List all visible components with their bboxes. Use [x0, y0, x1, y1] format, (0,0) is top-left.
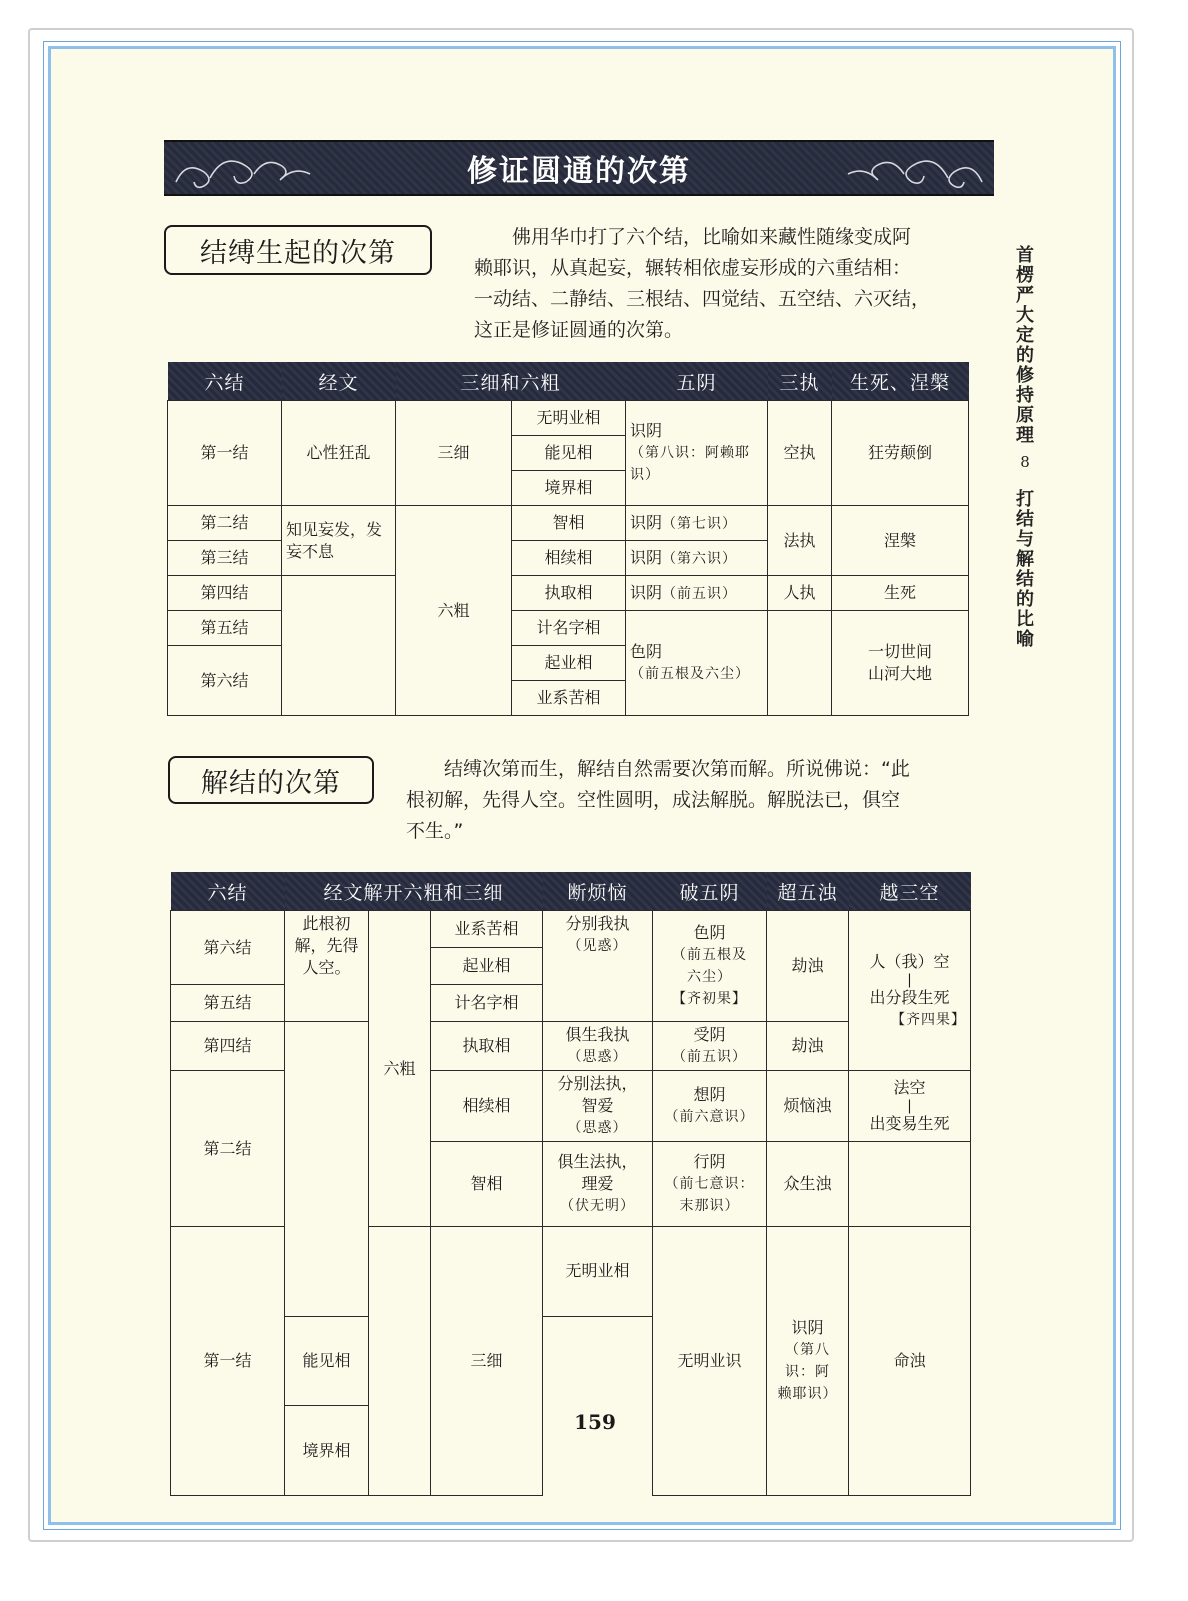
cloud-ornament-icon — [170, 148, 320, 192]
aspect-cell: 业系苦相 — [431, 911, 543, 948]
affliction-cell: 俱生我执 （思惑） — [543, 1022, 653, 1071]
skandha-cell: 识阴（第六识） — [626, 541, 768, 576]
section-heading-untying: 解结的次第 — [168, 756, 374, 804]
aspect-cell: 能见相 — [512, 436, 626, 471]
table-header-row — [171, 872, 971, 911]
knot-cell: 第六结 — [168, 646, 282, 716]
group-cell: 六粗 — [396, 506, 512, 716]
knot-cell: 第二结 — [168, 506, 282, 541]
table-header-row — [168, 362, 969, 401]
aspect-cell: 智相 — [512, 506, 626, 541]
col-header: 超五浊 — [767, 872, 849, 911]
col-header: 六结 — [171, 872, 285, 911]
aspect-cell: 起业相 — [431, 948, 543, 985]
group-cell: 三细 — [431, 1227, 543, 1496]
section-intro-untying: 结缚次第而生，解结自然需要次第而解。所说佛说：“此 根初解，先得人空。空性圆明，成法解脱。解脱法已，俱空 不生。” — [406, 758, 910, 842]
affliction-cell: 分别法执， 智爱 （思惑） — [543, 1071, 653, 1142]
table-row — [168, 506, 969, 541]
title-banner — [164, 140, 994, 196]
knot-cell: 第一结 — [168, 401, 282, 506]
sutra-cell: 知见妄发，发妄不息 — [282, 506, 396, 576]
group-cell: 三细 — [396, 401, 512, 506]
table-row — [171, 911, 971, 948]
aspect-cell: 无明业相 — [512, 401, 626, 436]
skandha-cell: 行阴 （前七意识： 末那识） — [653, 1142, 767, 1227]
knot-cell: 第二结 — [171, 1071, 285, 1227]
attachment-cell — [768, 611, 832, 716]
knot-cell: 第三结 — [168, 541, 282, 576]
skandha-cell: 想阴 （前六意识） — [653, 1071, 767, 1142]
aspect-cell: 境界相 — [512, 471, 626, 506]
aspect-cell: 执取相 — [431, 1022, 543, 1071]
aspect-cell: 相续相 — [431, 1071, 543, 1142]
knot-cell: 第一结 — [171, 1227, 285, 1496]
affliction-cell: 无明业识 — [653, 1227, 767, 1496]
col-header: 五阴 — [626, 362, 768, 401]
skandha-cell: 识阴 （第八识：阿 赖耶识） — [767, 1227, 849, 1496]
section-intro-knot-arising: 佛用华巾打了六个结，比喻如来藏性随缘变成阿 赖耶识，从真起妄，辗转相依虚妄形成的六重结相： 一动结、二静结、三根结、四觉结、五空结、六灭结， 这正是修证圆通的次第。 — [474, 226, 931, 341]
col-header: 越三空 — [849, 872, 971, 911]
col-header: 破五阴 — [653, 872, 767, 911]
aspect-cell: 能见相 — [285, 1316, 369, 1406]
table-row — [168, 576, 969, 611]
aspect-cell: 境界相 — [285, 1406, 369, 1496]
turbidity-cell: 众生浊 — [767, 1142, 849, 1227]
side-running-header: 首楞严大定的修持原理 8 打结与解结的比喻 — [1016, 245, 1034, 650]
affliction-cell: 俱生法执， 理爱 （伏无明） — [543, 1142, 653, 1227]
skandha-cell: 识阴（第七识） — [626, 506, 768, 541]
group-cell: 六粗 — [369, 911, 431, 1227]
knot-cell: 第四结 — [171, 1022, 285, 1071]
emptiness-cell: 法空 | 出变易生死 — [849, 1071, 971, 1142]
samsara-cell: 涅槃 — [832, 506, 969, 576]
table-row — [168, 401, 969, 436]
col-header: 经文解开六粗和三细 — [285, 872, 543, 911]
col-header: 三执 — [768, 362, 832, 401]
samsara-cell: 生死 — [832, 576, 969, 611]
sutra-cell — [369, 1227, 431, 1496]
skandha-cell: 色阴 （前五根及六尘） — [626, 611, 768, 716]
turbidity-cell: 命浊 — [849, 1227, 971, 1496]
skandha-cell: 色阴 （前五根及 六尘） 【齐初果】 — [653, 911, 767, 1022]
knot-untying-table — [170, 872, 971, 1496]
aspect-cell: 无明业相 — [543, 1227, 653, 1317]
attachment-cell: 人执 — [768, 576, 832, 611]
aspect-cell: 相续相 — [512, 541, 626, 576]
sutra-cell: 心性狂乱 — [282, 401, 396, 506]
aspect-cell: 计名字相 — [512, 611, 626, 646]
col-header: 断烦恼 — [543, 872, 653, 911]
sutra-cell — [282, 576, 396, 716]
section-heading-knot-arising: 结缚生起的次第 — [164, 225, 432, 275]
page-title: 修证圆通的次第 — [467, 154, 691, 189]
emptiness-cell — [849, 1142, 971, 1227]
samsara-cell: 狂劳颠倒 — [832, 401, 969, 506]
sutra-cell: 此根初解，先得人空。 — [285, 911, 369, 1022]
knot-cell: 第五结 — [168, 611, 282, 646]
affliction-cell: 分别我执 （见惑） — [543, 911, 653, 1022]
skandha-cell: 识阴 （第八识：阿赖耶识） — [626, 401, 768, 506]
attachment-cell: 空执 — [768, 401, 832, 506]
knot-cell: 第四结 — [168, 576, 282, 611]
col-header: 六结 — [168, 362, 282, 401]
turbidity-cell: 劫浊 — [767, 911, 849, 1022]
turbidity-cell: 劫浊 — [767, 1022, 849, 1071]
sutra-cell — [285, 1022, 369, 1317]
aspect-cell: 起业相 — [512, 646, 626, 681]
col-header: 生死、涅槃 — [832, 362, 969, 401]
attachment-cell: 法执 — [768, 506, 832, 576]
knot-cell: 第六结 — [171, 911, 285, 985]
knot-cell: 第五结 — [171, 985, 285, 1022]
page-number: 159 — [574, 1410, 616, 1434]
emptiness-cell: 人（我）空 | 出分段生死 【齐四果】 — [849, 911, 971, 1071]
aspect-cell: 智相 — [431, 1142, 543, 1227]
knot-arising-table — [167, 362, 969, 716]
col-header: 经文 — [282, 362, 396, 401]
aspect-cell: 执取相 — [512, 576, 626, 611]
skandha-cell: 受阴 （前五识） — [653, 1022, 767, 1071]
aspect-cell: 业系苦相 — [512, 681, 626, 716]
samsara-cell: 一切世间 山河大地 — [832, 611, 969, 716]
col-header: 三细和六粗 — [396, 362, 626, 401]
turbidity-cell: 烦恼浊 — [767, 1071, 849, 1142]
cloud-ornament-icon — [838, 148, 988, 192]
skandha-cell: 识阴（前五识） — [626, 576, 768, 611]
aspect-cell: 计名字相 — [431, 985, 543, 1022]
